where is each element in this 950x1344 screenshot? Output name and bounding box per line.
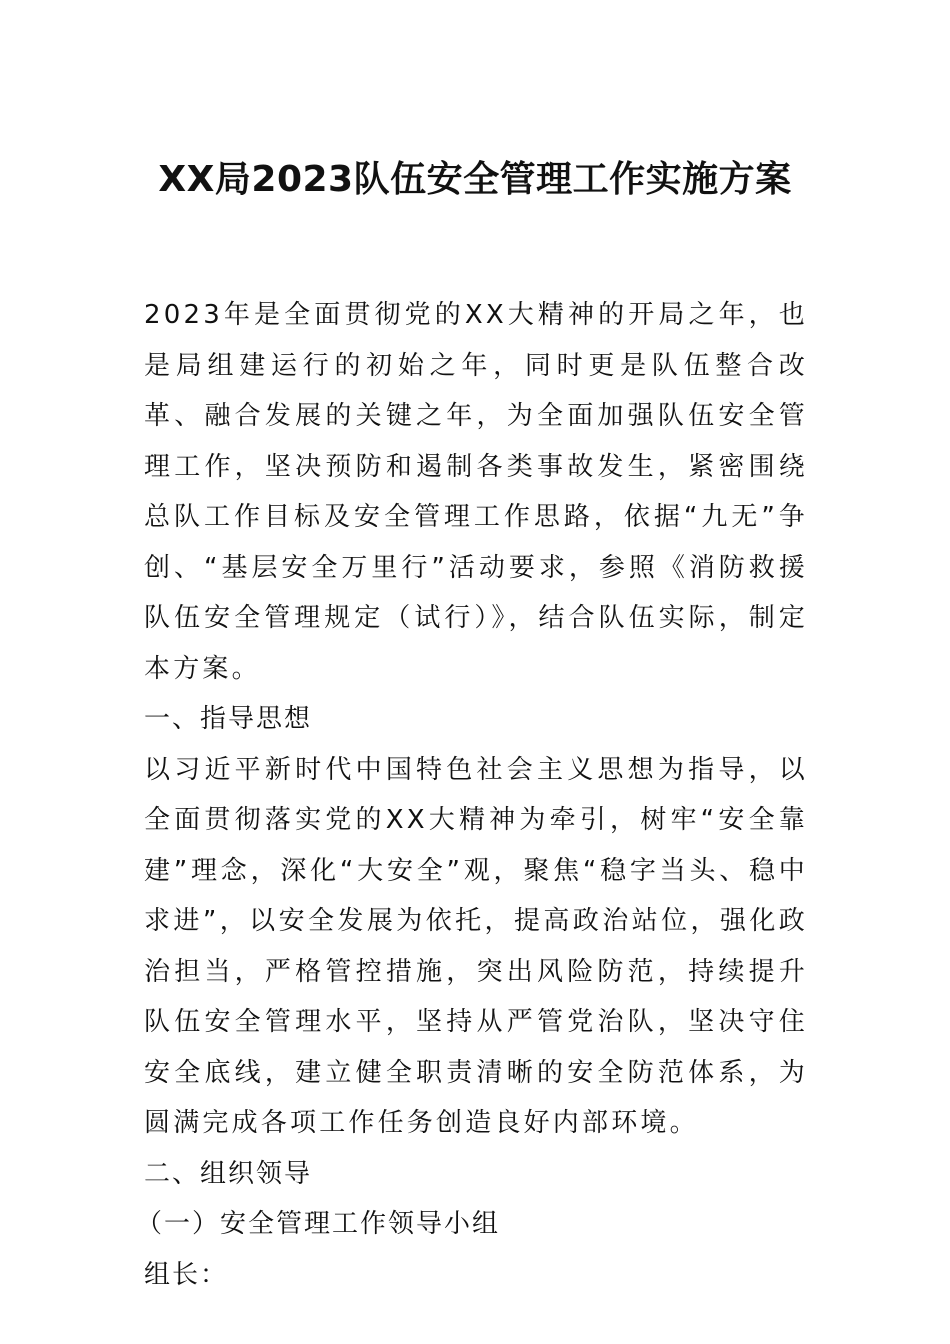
group-leader-label: 组长： [144, 1259, 229, 1290]
document-body [136, 290, 808, 1300]
document-title: XX局2023队伍安全管理工作实施方案 [158, 159, 792, 200]
section-heading-organization: 二、组织领导 [144, 1158, 313, 1189]
section-heading-guiding-ideology: 一、指导思想 [144, 704, 313, 734]
intro-paragraph: 2023年是全面贯彻党的XX大精神的开局之年，也是局组建运行的初始之年，同时更是队伍整合改革、融合发展的关键之年，为全面加强队伍安全管理工作，坚决预防和遏制各类事故发生，紧密围绕总队工作目标及安全管理工作思路，依据“九无”争创、“基层安全万里行”活动要求，参照《消防救援队伍安全管理规定（试行）》，结合队伍实际，制定本方案。 [144, 300, 808, 684]
subsection-heading-leading-group: （一）安全管理工作领导小组 [136, 1209, 501, 1239]
guiding-ideology-paragraph: 以习近平新时代中国特色社会主义思想为指导，以全面贯彻落实党的XX大精神为牵引，树牢“安全靠建”理念，深化“大安全”观，聚焦“稳字当头、稳中求进”，以安全发展为依托，提高政治站位，强化政治担当，严格管控措施，突出风险防范，持续提升队伍安全管理水平，坚持从严管党治队，坚决守住安全底线，建立健全职责清晰的安全防范体系，为圆满完成各项工作任务创造良好内部环境。 [144, 754, 808, 1138]
